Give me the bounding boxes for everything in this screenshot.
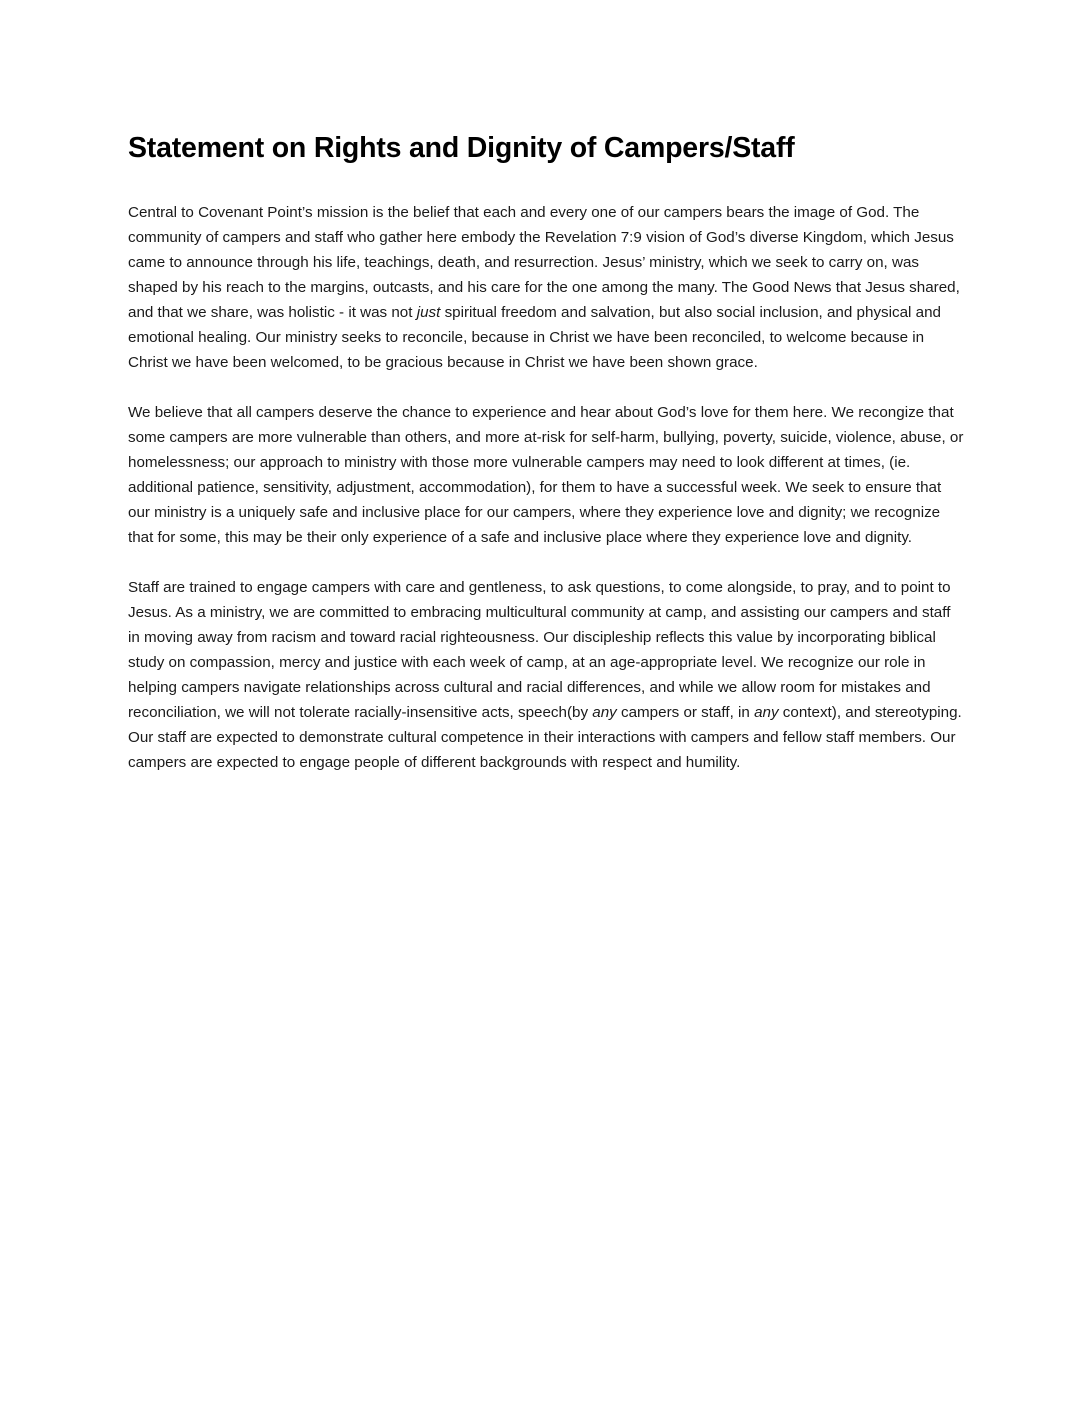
paragraph-vulnerable-campers (128, 400, 964, 550)
emphasis-just: just (416, 304, 441, 321)
document-page (128, 128, 964, 800)
document-title: Statement on Rights and Dignity of Campers/Staff (128, 132, 795, 164)
paragraph-text: We believe that all campers deserve the chance to experience and hear about God’s love for them here. We recongize that some campers are more vulnerable than others, and more at-risk for self-harm, bullying, poverty, suicide, violence, abuse, or homelessness; our approach to ministry with those more vulnerable campers may need to look different at times, (ie. additional patience, sensitivity, adjustment, accommodation), for them to have a successful week. We seek to ensure that our ministry is a uniquely safe and inclusive place for our campers, where they experience love and dignity; we recognize that for some, this may be their only experience of a safe and inclusive place where they experience love and dignity. (128, 404, 964, 546)
emphasis-any: any (754, 704, 779, 721)
paragraph-text: Staff are trained to engage campers with care and gentleness, to ask questions, to come alongside, to pray, and to point to Jesus. As a ministry, we are committed to embracing multicultural community at camp, and assisting our campers and staff in moving away from racism and toward racial righteousness. Our discipleship reflects this value by incorporating biblical study on compassion, mercy and justice with each week of camp, at an age-appropriate level. We recognize our role in helping campers navigate relationships across cultural and racial differences, and while we allow room for mistakes and reconciliation, we will not tolerate racially-insensitive acts, speech(by (128, 579, 951, 721)
paragraph-staff-training (128, 575, 964, 775)
paragraph-mission (128, 200, 964, 375)
emphasis-any: any (592, 704, 617, 721)
paragraph-text: Central to Covenant Point’s mission is the belief that each and every one of our campers bears the image of God. The community of campers and staff who gather here embody the Revelation 7:9 vision of God’s diverse Kingdom, which Jesus came to announce through his life, teachings, death, and resurrection. Jesus’ ministry, which we seek to carry on, was shaped by his reach to the margins, outcasts, and his care for the one among the many. The Good News that Jesus shared, and that we share, was holistic - it was not (128, 204, 960, 321)
paragraph-text: campers or staff, in (616, 704, 755, 721)
paragraph-text: context), and stereotyping. Our staff are expected to demonstrate cultural competence in their interactions with campers and fellow staff members. Our campers are expected to engage people of different backgrounds with respect and humility. (128, 704, 962, 771)
paragraph-text: spiritual freedom and salvation, but also social inclusion, and physical and emotional healing. Our ministry seeks to reconcile, because in Christ we have been reconciled, to welcome because in Christ we have been welcomed, to be gracious because in Christ we have been shown grace. (128, 304, 941, 371)
